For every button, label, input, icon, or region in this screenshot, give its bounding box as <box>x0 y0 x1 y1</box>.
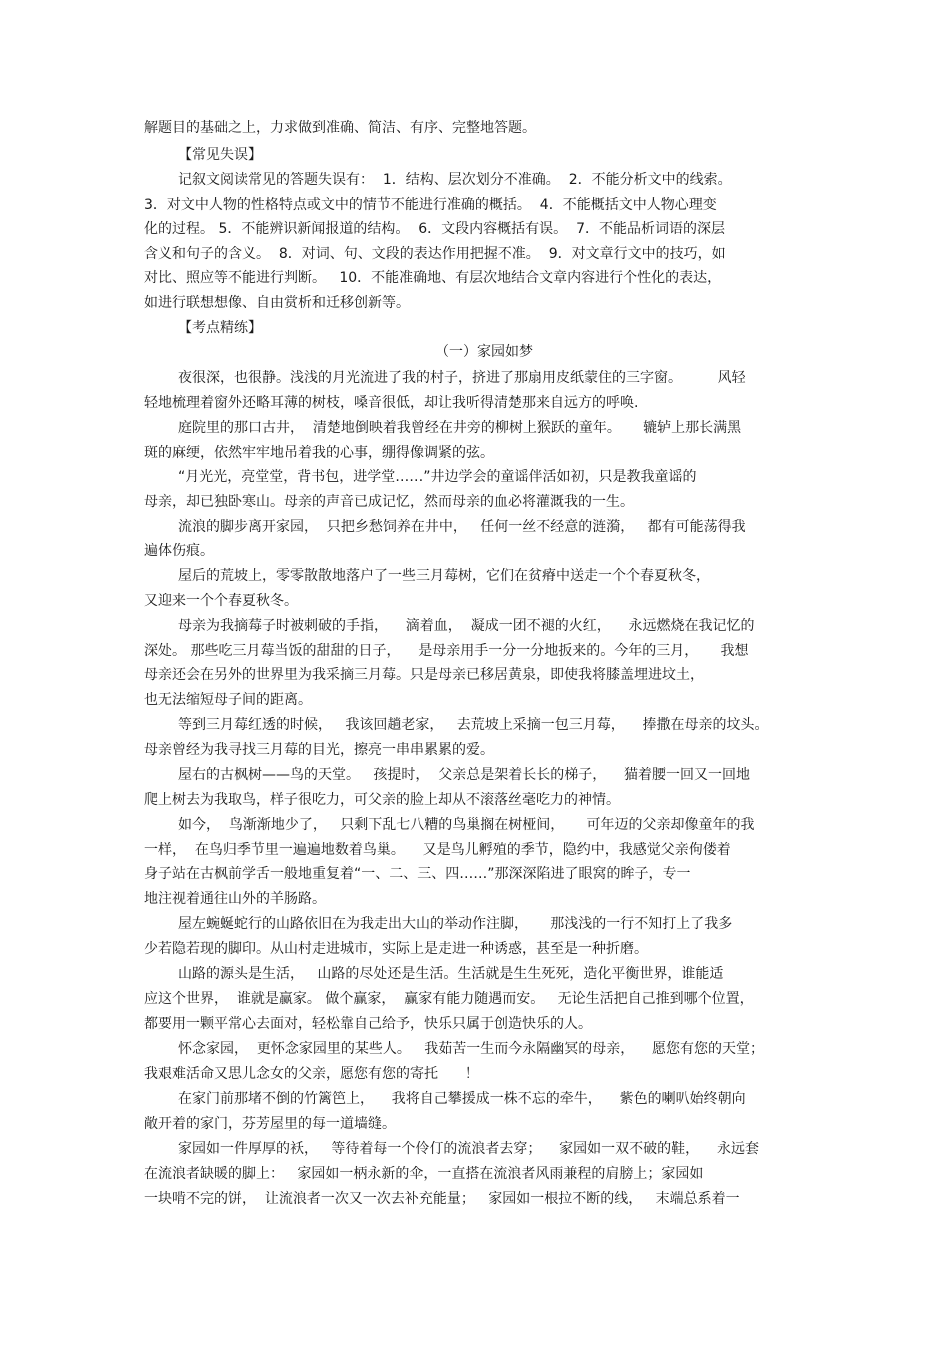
text-line: 流浪的脚步离开家园， 只把乡愁饲养在井中， 任何一丝不经意的涟漪， 都有可能荡得我 <box>178 519 746 535</box>
text-line: 山路的源头是生活， 山路的尽处还是生活。生活就是生生死死，造化平衡世界，谁能适 <box>178 966 724 982</box>
text-line: 家园如一件厚厚的袄， 等待着每一个伶仃的流浪者去穿； 家园如一双不破的鞋， 永远套 <box>178 1141 759 1157</box>
article-title: （一）家园如梦 <box>435 344 533 360</box>
text-line: 含义和句子的含义。 8．对词、句、文段的表达作用把握不准。 9．对文章行文中的技巧，如 <box>144 246 726 262</box>
text-line: 都要用一颗平常心去面对，轻松靠自己给予，快乐只属于创造快乐的人。 <box>144 1016 592 1032</box>
text-line: 怀念家园， 更怀念家园里的某些人。 我茹苦一生而今永隔幽冥的母亲， 愿您有您的天堂； <box>178 1041 765 1057</box>
text-line: 一块啃不完的饼， 让流浪者一次又一次去补充能量； 家园如一根拉不断的线， 末端总系着一 <box>144 1191 740 1207</box>
text-line: 屋右的古枫树——鸟的天堂。 孩提时， 父亲总是架着长长的梯子， 猫着腰一回又一回地 <box>178 767 751 783</box>
text-line: 在家门前那堵不倒的竹篱笆上， 我将自己攀援成一株不忘的牵牛， 紫色的喇叭始终朝向 <box>178 1091 746 1107</box>
text-line: 又迎来一个个春夏秋冬。 <box>144 593 298 609</box>
text-line: 母亲曾经为我寻找三月莓的目光，擦亮一串串累累的爱。 <box>144 742 494 758</box>
section-heading: 【考点精练】 <box>178 320 262 336</box>
text-line: 爬上树去为我取鸟，样子很吃力，可父亲的脸上却从不滚落丝毫吃力的神情。 <box>144 792 620 808</box>
text-line: 在流浪者缺暖的脚上： 家园如一柄永新的伞，一直搭在流浪者风雨兼程的肩膀上；家园如 <box>144 1166 704 1182</box>
text-line: 对比、照应等不能进行判断。 10．不能准确地、有层次地结合文章内容进行个性化的表达， <box>144 270 722 286</box>
text-line: 等到三月莓红透的时候， 我该回趟老家， 去荒坡上采摘一包三月莓， 捧撒在母亲的坟头。 <box>178 717 769 733</box>
text-line: 我艰难活命又思儿念女的父亲，愿您有您的寄托 ！ <box>144 1066 479 1082</box>
text-line: 母亲还会在另外的世界里为我采摘三月莓。只是母亲已移居黄泉，即使我将膝盖埋进坟土， <box>144 667 704 683</box>
text-line: 庭院里的那口古井， 清楚地倒映着我曾经在井旁的柳树上猴跃的童年。 辘轳上那长满黑 <box>178 420 742 436</box>
section-heading: 【常见失误】 <box>178 147 262 163</box>
text-line: 地注视着通往山外的羊肠路。 <box>144 891 326 907</box>
text-line: 解题目的基础之上，力求做到准确、简洁、有序、完整地答题。 <box>144 120 536 136</box>
text-line: 化的过程。 5．不能辨识新闻报道的结构。 6．文段内容概括有误。 7．不能品析词语的深层 <box>144 221 725 237</box>
text-line: 轻地梳理着窗外还略耳薄的树枝，嗓音很低，却让我听得清楚那来自远方的呼唤. <box>144 395 639 411</box>
text-line: 深处。 那些吃三月莓当饭的甜甜的日子， 是母亲用手一分一分地扳来的。今年的三月， 我想 <box>144 643 749 659</box>
text-line: 应这个世界， 谁就是赢家。 做个赢家， 赢家有能力随遇而安。 无论生活把自己推到哪个位置， <box>144 991 754 1007</box>
text-line: 一样， 在鸟归季节里一遍遍地数着鸟巢。 又是鸟儿孵殖的季节，隐约中，我感觉父亲佝偻着 <box>144 842 731 858</box>
text-line: 夜很深，也很静。浅浅的月光流进了我的村子，挤进了那扇用皮纸蒙住的三字窗。 风轻 <box>178 370 746 386</box>
text-line: 屋左蜿蜒蛇行的山路依旧在为我走出大山的举动作注脚， 那浅浅的一行不知打上了我多 <box>178 916 733 932</box>
text-line: 3．对文中人物的性格特点或文中的情节不能进行准确的概括。 4．不能概括文中人物心理变 <box>144 197 717 213</box>
text-line: 母亲，却已独卧寒山。母亲的声音已成记忆，然而母亲的血必将灌溉我的一生。 <box>144 494 634 510</box>
text-line: 少若隐若现的脚印。从山村走进城市，实际上是走进一种诱惑，甚至是一种折磨。 <box>144 941 648 957</box>
text-line: 如进行联想想像、自由赏析和迁移创新等。 <box>144 295 410 311</box>
text-line: 母亲为我摘莓子时被刺破的手指， 滴着血， 凝成一团不褪的火红， 永远燃烧在我记忆的 <box>178 618 755 634</box>
text-line: 敞开着的家门，芬芳屋里的每一道墙缝。 <box>144 1116 396 1132</box>
text-line: 也无法缩短母子间的距离。 <box>144 692 312 708</box>
text-line: 记叙文阅读常见的答题失误有： 1．结构、层次划分不准确。 2．不能分析文中的线索。 <box>178 172 732 188</box>
text-line: 身子站在古枫前学舌一般地重复着“一、二、三、四……”那深深陷进了眼窝的眸子，专一 <box>144 866 691 882</box>
text-line: 斑的麻绠，依然牢牢地吊着我的心事，绷得像调紧的弦。 <box>144 445 494 461</box>
text-line: “月光光，亮堂堂，背书包，进学堂……”井边学会的童谣伴活如初，只是教我童谣的 <box>178 469 697 485</box>
text-line: 屋后的荒坡上，零零散散地落户了一些三月莓树，它们在贫瘠中送走一个个春夏秋冬， <box>178 568 710 584</box>
text-line: 如今， 鸟渐渐地少了， 只剩下乱七八糟的鸟巢搁在树桠间， 可年迈的父亲却像童年的我 <box>178 817 755 833</box>
text-line: 遍体伤痕。 <box>144 543 214 559</box>
